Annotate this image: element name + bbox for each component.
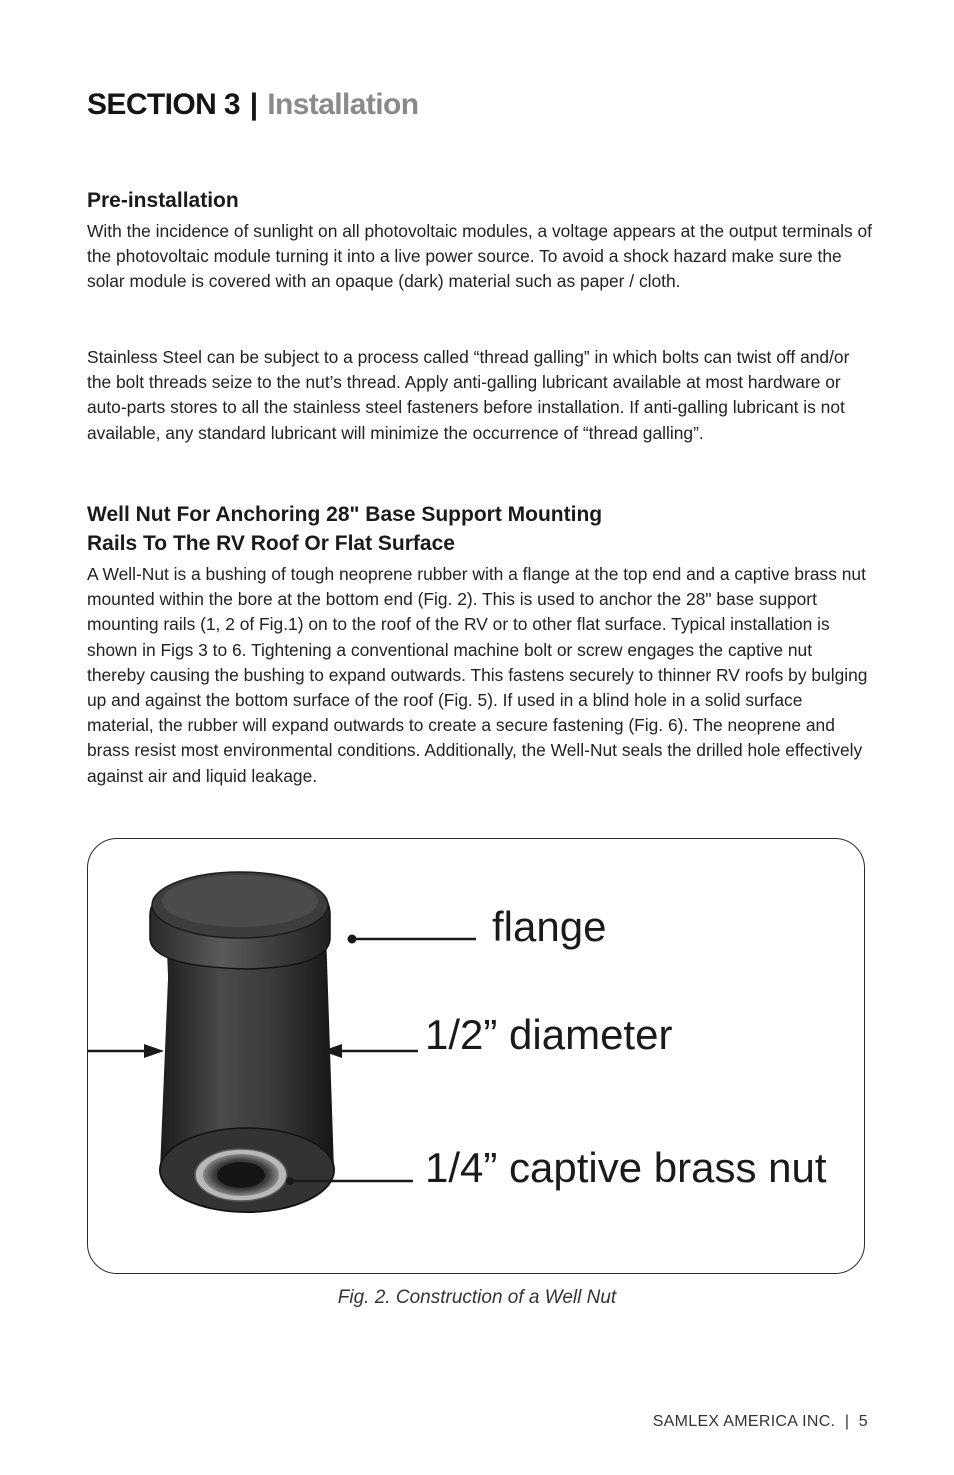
captive-nut-label: 1/4” captive brass nut — [425, 1144, 827, 1191]
page-number: 5 — [858, 1413, 868, 1430]
section-separator: | — [249, 88, 258, 121]
flange-label: flange — [492, 903, 607, 950]
wellnut-heading-line-2: Rails To The RV Roof Or Flat Surface — [87, 532, 455, 555]
section-number: SECTION 3 — [87, 88, 240, 121]
diameter-label: 1/2” diameter — [425, 1011, 673, 1058]
wellnut-heading-line-1: Well Nut For Anchoring 28" Base Support Mounting — [87, 503, 603, 526]
figure-frame — [87, 838, 865, 1274]
preinstallation-paragraph-2: Stainless Steel can be subject to a process called “thread galling” in which bolts can twist off and/or the bolt threads seize to the nut’s thread. Apply anti-galling lubricant available at most hardware or auto-parts stores to all the stainless steel fasteners before installation. If anti-galling lubricant is not available, any standard lubricant will minimize the occurrence of “thread galling”. — [87, 347, 850, 443]
footer-company: SAMLEX AMERICA INC. — [652, 1413, 836, 1430]
wellnut-heading — [87, 500, 877, 558]
figure-caption: Fig. 2. Construction of a Well Nut — [337, 1287, 617, 1308]
preinstallation-paragraph-1: With the incidence of sunlight on all photovoltaic modules, a voltage appears at the output terminals of the photovoltaic module turning it into a live power source. To avoid a shock hazard make sure the solar module is covered with an opaque (dark) material such as paper / cloth. — [87, 221, 872, 292]
footer-separator: | — [844, 1413, 850, 1430]
preinstallation-heading: Pre-installation — [87, 189, 239, 212]
page-footer — [653, 1413, 868, 1431]
section-title: Installation — [267, 88, 419, 121]
wellnut-paragraph: A Well-Nut is a bushing of tough neoprene rubber with a flange at the top end and a captive brass nut mounted within the bore at the bottom end (Fig. 2). This is used to anchor the 28" base support mounting rails (1, 2 of Fig.1) on to the roof of the RV or to other flat surface. Typical installation is shown in Figs 3 to 6. Tightening a conventional machine bolt or screw engages the captive nut thereby causing the bushing to expand outwards. This fastens securely to thinner RV roofs by bulging up and against the bottom surface of the roof (Fig. 5). If used in a blind hole in a solid surface material, the rubber will expand outwards to create a secure fastening (Fig. 6). The neoprene and brass resist most environmental conditions. Additionally, the Well-Nut seals the drilled hole effectively against air and liquid leakage. — [87, 564, 868, 786]
section-heading — [87, 88, 418, 122]
